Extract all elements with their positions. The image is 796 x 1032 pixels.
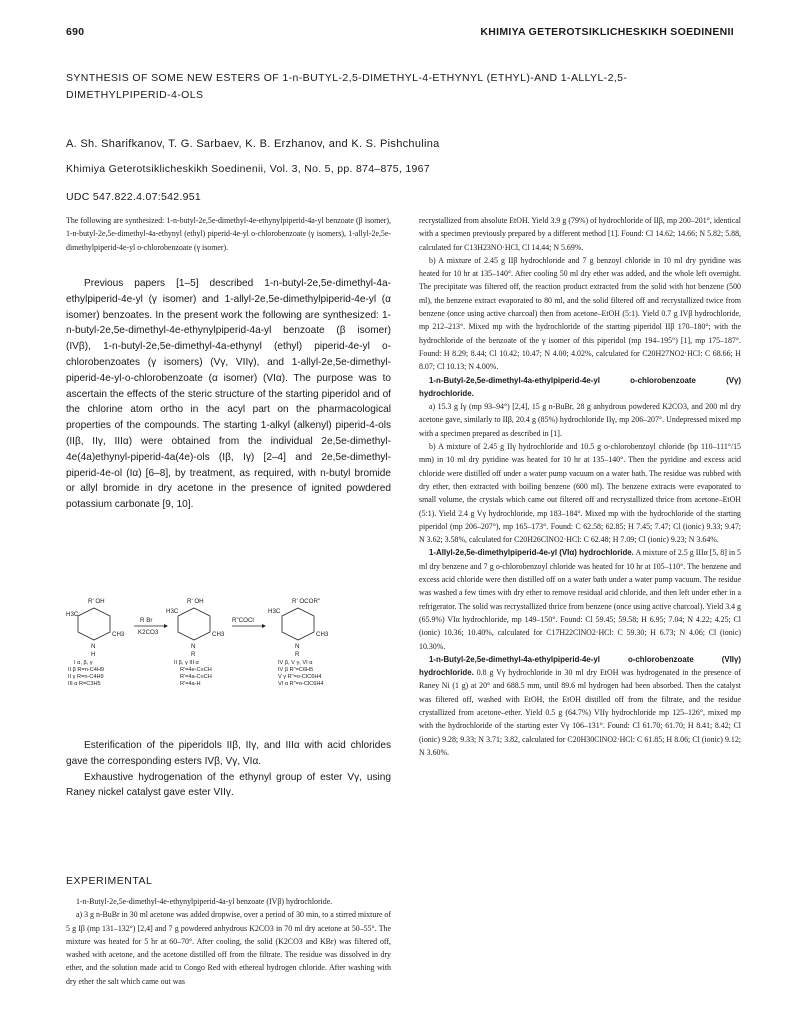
scheme-legend-3-1: IV β R"=C6H5 [278, 667, 314, 673]
exp-paragraph-5: b) A mixture of 2.45 g IIγ hydrochloride and 10.5 g o-chlorobenzoyl chloride (bp 110–111°/15 mm) in 10 ml dry pyridine was heated for 10 hr at 135–140°. Then the pyridine and excess acid chloride were distilled off under a water pump vacuum on a water bath. The residue was rubbed with dry ether, then extracted with boiling benzene (600 ml). The benzene extracts were evaporated to small volume, the crystals which came out filtered off and recrystallized thrice from acetone–EtOH (5:1). Yield 2.4 g Vγ hydrochloride, mp 183–184°. Mixed mp with the hydrochloride of the starting piperidol (mp 206–207°), mp 165–173°. Found: C 62.58; 62.85; H 7.45; 7.47; Cl (ionic) 9.33; 9.47; N 3.62; 3.58%, calculated for C20H26ClNO2·HCl: C 62.48; H 7.09; Cl (ionic) 9.23; N 3.64%. [419, 442, 741, 545]
results-section [66, 738, 391, 801]
scheme-h-1: H [91, 651, 96, 658]
scheme-ch3-1: CH3 [112, 631, 125, 638]
exp-paragraph-4: a) 15.3 g Iγ (mp 93–94°) [2,4], 15 g n-BuBr, 28 g anhydrous powdered K2CO3, and 200 ml dry acetone gave, similarly to IIβ, 20.4 g (85%) hydrochloride IIγ, mp 206–207°. Undepressed mixed mp with a specimen prepared as described in [1]. [419, 402, 741, 438]
scheme-legend-1-0: I α, β, γ [74, 660, 93, 666]
piperidine-ring-1 [78, 608, 110, 640]
scheme-legend-1-2: II γ R=n-C4H9 [68, 674, 104, 680]
exp-compound-title: 1-n-Butyl-2e,5e-dimethyl-4e-ethynylpiperid-4a-yl benzoate (IVβ) hydrochloride. [76, 897, 333, 906]
authors: A. Sh. Sharifkanov, T. G. Sarbaev, K. B. Erzhanov, and K. S. Pishchulina [66, 138, 440, 150]
scheme-legend-1-3: III α R=C3H5 [68, 681, 101, 686]
scheme-h3c-2: H3C [166, 608, 179, 615]
intro-section [66, 276, 391, 513]
reaction-scheme [66, 594, 391, 686]
reagent-k2co3: K2CO3 [138, 629, 159, 636]
scheme-n-3: N [295, 643, 300, 650]
scheme-h3c-3: H3C [268, 608, 281, 615]
abstract: The following are synthesized: 1-n-butyl-2e,5e-dimethyl-4e-ethynylpiperid-4a-yl benzoate (β isomer), 1-n-butyl-2e,5e-dimethyl-4a-ethynyl (ethyl) piperid-4e-yl o-chlorobenzoate (γ isomers), 1-allyl-2e,5e-dimethylpiperid-4e-yl o-chlorobenzoate (γ isomer). [66, 216, 391, 252]
scheme-legend-1-1: II β R=n-C4H9 [68, 667, 105, 673]
piperidine-ring-2 [178, 608, 210, 640]
scheme-n-2: N [191, 643, 196, 650]
scheme-legend-3-2: V γ R"=o-ClC6H4 [278, 674, 322, 680]
exp-paragraph-7: 0.8 g Vγ hydrochloride in 30 ml dry EtOH was hydrogenated in the presence of Raney Ni (1 g) at 20° and 688.5 mm, until 89.6 ml hydrogen had been absorbed. Then the catalyst was filtered off, washed with EtOH, the EtOH distilled off from the filtrate, and the residue crystallized from acetone–ether. Yield 0.5 g (64.7%) VIIγ hydrochloride mp 125–126°, mixed mp with the hydrochloride of the starting ester Vγ 106–131°. Found: Cl 61.70; 61.70; H 8.41; 8.42; Cl (ionic) 9.28; 9.33; N 3.71; 3.82, calculated for C20H30ClNO2·HCl: C 61.85; H 8.06; Cl (ionic) 9.12; N 3.60%. [419, 668, 741, 757]
scheme-r-3: R [295, 651, 300, 658]
scheme-legend-3-0: IV β, V γ, VI α [278, 660, 313, 666]
journal-citation: Khimiya Geterotsiklicheskikh Soedinenii, Vol. 3, No. 5, pp. 874–875, 1967 [66, 163, 430, 175]
scheme-oh-2: R' OH [187, 598, 204, 605]
page-number: 690 [66, 26, 85, 38]
scheme-oh-1: R' OH [88, 598, 105, 605]
article-title: SYNTHESIS OF SOME NEW ESTERS OF 1-n-BUTYL-2,5-DIMETHYL-4-ETHYNYL (ETHYL)-AND 1-ALLYL-2,5-DIMETHYLPIPERID-4-OLS [66, 72, 628, 101]
scheme-ocor: R' OCOR" [292, 598, 321, 605]
scheme-ch3-3: CH3 [316, 631, 329, 638]
udc-code: UDC 547.822.4.07:542.951 [66, 191, 202, 203]
scheme-ch3-2: CH3 [212, 631, 225, 638]
experimental-heading: EXPERIMENTAL [66, 875, 153, 887]
scheme-n-1: N [91, 643, 96, 650]
piperidine-ring-3 [282, 608, 314, 640]
scheme-h3c-1: H3C [66, 611, 79, 618]
scheme-legend-2-1: R'=4e-C≡CH [180, 667, 212, 673]
exp-paragraph-2: b) A mixture of 2.45 g IIβ hydrochloride and 7 g benzoyl chloride in 10 ml dry pyridine was heated for 10 hr at 135–140°. After cooling 50 ml dry ether was added, and the whole left overnight. The precipitate was filtered off, the reaction product extracted from the solid with hot benzene (500 ml), the benzene extract evaporated to 80 ml, and the solid filtered off and recrystallized twice from benzene (once using active charcoal) then from acetone–EtOH (5:1). Yield 0.7 g IVβ hydrochloride, mp 212–213°. Mixed mp with the hydrochloride of the starting piperidol IIβ 170–180°; with the hydrochloride of the benzoate of the γ isomer of this piperidol (mp 194–195°) [1], mp 175–187°. Found: H 8.29; 8.44; Cl 10.42; 10.47; N 4.00; 4.02%, calculated for C20H27NO2·HCl: C 68.66; H 8.07; Cl 10.13; N 4.00%. [419, 255, 741, 372]
intro-paragraph: Previous papers [1–5] described 1-n-butyl-2e,5e-dimethyl-4a-ethylpiperid-4e-yl (γ isomer) and 1-allyl-2e,5e-dimethylpiperid-4e-yl (α isomer) benzoates. In the present work the following are synthesized: 1-n-butyl-2e,5e-dimethyl-4e-ethynylpiperid-4a-yl benzoate (β isomer) (IVβ), 1-n-butyl-2e,5e-dimethyl-4a-ethynyl (ethyl) piperid-4e-yl o-chlorobenzoates (γ isomers) (Vγ, VIIγ), and 1-allyl-2e,5e-dimethyl-piperid-4e-yl-o-chlorobenzoate (α isomer) (VIα). The purpose was to ascertain the effects of the steric structure of the starting piperidol and of the chlorine atom ortho in the acyl part on the pharmacological properties of the compounds. The starting 1-alkyl (alkenyl) piperid-4-ols (IIβ, IIγ, IIIα) were obtained from the individual 2e,5e-dimethyl-4e(4a)ethynyl-piperid-4a(4e)-ols (Iβ, Iγ) [2–4] and 2e,5e-dimethyl-piperid-4e-ol (Iα) [6–8], by treatment, as required, with n-butyl bromide or allyl bromide in dry acetone in the presence of ignited powdered potassium carbonate [9, 10]. [66, 278, 391, 511]
reagent-acid-chloride: R"COCl [232, 617, 254, 624]
running-title: KHIMIYA GETEROTSIKLICHESKIKH SOEDINENII [480, 26, 734, 38]
exp-paragraph-6: A mixture of 2.5 g IIIα [5, 8] in 5 ml dry benzene and 7 g o-chlorobenzoyl chloride was heated for 10 hr at 105–110°. The benzene and excess acid chloride were then distilled off on a water bath under a water pump vacuum. The residue was washed a few times with dry ether to remove residual acid chloride, and then left under ether in a refrigerator. The solid was recrystallized thrice from benzene (once using active charcoal). Yield 3.4 g (65.9%) VIα hydrochloride, mp 149–150°. Found: Cl 59.45; 59.58; H 6.95; 7.04; N 4.22; 4.25; Cl (ionic) 10.36; 10.40%, calculated for C17H22ClNO2·HCl: C 59.30; H 6.73; N 4.06; Cl (ionic) 10.30%. [419, 548, 741, 651]
hydrogenation-paragraph: Exhaustive hydrogenation of the ethynyl group of ester Vγ, using Raney nickel catalyst gave ester VIIγ. [66, 771, 391, 799]
exp-procedure-a: a) 3 g n-BuBr in 30 ml acetone was added dropwise, over a period of 30 min, to a stirred mixture of 5 g Iβ (mp 131–132°) [2,4] and 7 g powdered anhydrous K2CO3 in 70 ml dry acetone at 50–55°. The mixture was heated for 5 hr at 60–70°. After cooling, the solid (K2CO3 and KBr) was filtered off, washed with acetone, and the acetone distilled off from the filtrate. The residue was dissolved in dry ether, and the solution made acid to Congo Red with ethereal hydrogen chloride. After washing with dry ether the salt which came out was [66, 910, 391, 986]
reagent-rbr: R Br [140, 617, 153, 624]
exp-paragraph-1: recrystallized from absolute EtOH. Yield 3.9 g (79%) of hydrochloride of IIβ, mp 200–201°, identical with a specimen previously prepared by a different method [1]. Found: Cl 14.62; 14.66; N 5.82; 5.88, calculated for C13H23NO·HCl, Cl 14.44; N 5.69%. [419, 216, 741, 252]
esterification-paragraph: Esterification of the piperidols IIβ, IIγ, and IIIα with acid chlorides gave the corresponding esters IVβ, Vγ, VIα. [66, 740, 391, 767]
exp-heading-vii-gamma: 1-n-Butyl-2e,5e-dimethyl-4a-ethylpiperid-4e-yl o-chlorobenzoate (VIIγ) hydrochloride. [419, 654, 741, 678]
scheme-legend-2-0: II β, γ III α [174, 660, 199, 666]
experimental-left [66, 895, 391, 988]
scheme-legend-3-3: VI α R"=o-ClC6H4 [278, 681, 324, 686]
scheme-legend-2-3: R'=4a-H [180, 681, 201, 686]
right-column [419, 214, 741, 759]
scheme-legend-2-2: R'=4a-C≡CH [180, 674, 212, 680]
scheme-r-2: R [191, 651, 196, 658]
exp-heading-vi-alpha: 1-Allyl-2e,5e-dimethylpiperid-4e-yl (VIα) hydrochloride. [429, 548, 634, 558]
exp-heading-v-gamma: 1-n-Butyl-2e,5e-dimethyl-4a-ethylpiperid-4e-yl o-chlorobenzoate (Vγ) hydrochloride. [419, 375, 741, 398]
